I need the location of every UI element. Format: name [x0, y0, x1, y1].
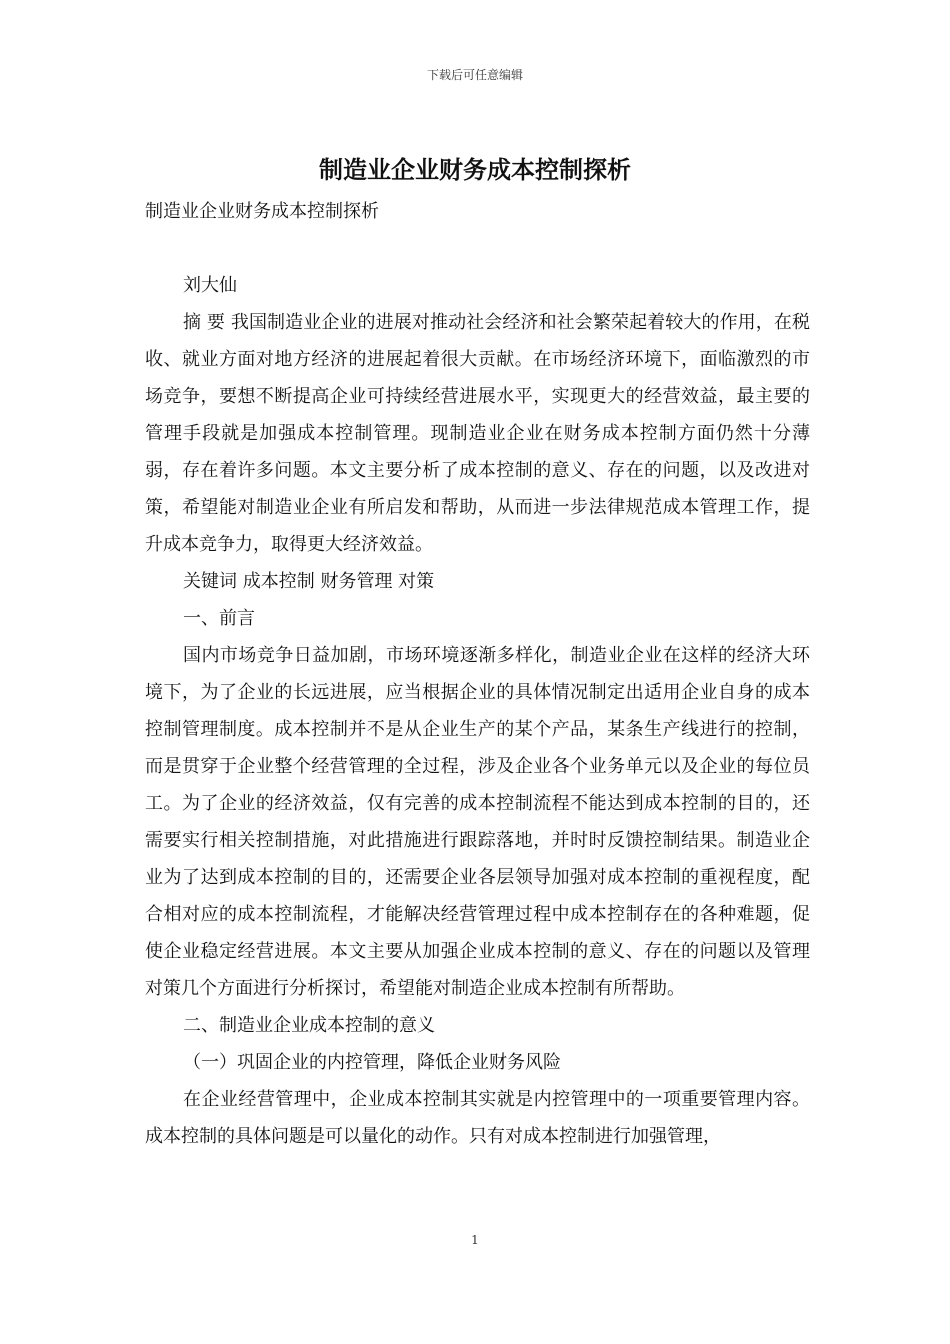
keywords-line: 关键词 成本控制 财务管理 对策	[183, 571, 435, 592]
document-body	[145, 193, 810, 1155]
abstract-paragraph: 摘 要 我国制造业企业的进展对推动社会经济和社会繁荣起着较大的作用，在税收、就业方面对地方经济的进展起着很大贡献。在市场经济环境下，面临激烈的市场竞争，要想不断提高企业可持续经营进展水平，实现更大的经营效益，最主要的管理手段就是加强成本控制管理。现制造业企业在财务成本控制方面仍然十分薄弱，存在着许多问题。本文主要分析了成本控制的意义、存在的问题，以及改进对策，希望能对制造业企业有所启发和帮助，从而进一步法律规范成本管理工作，提升成本竞争力，取得更大经济效益。	[145, 312, 810, 555]
author-name: 刘大仙	[183, 275, 237, 296]
document-subtitle: 制造业企业财务成本控制探析	[145, 201, 379, 222]
preface-paragraph: 国内市场竞争日益加剧，市场环境逐渐多样化，制造业企业在这样的经济大环境下，为了企业的长远进展，应当根据企业的具体情况制定出适用企业自身的成本控制管理制度。成本控制并不是从企业生产的某个产品，某条生产线进行的控制，而是贯穿于企业整个经营管理的全过程，涉及企业各个业务单元以及企业的每位员工。为了企业的经济效益，仅有完善的成本控制流程不能达到成本控制的目的，还需要实行相关控制措施，对此措施进行跟踪落地，并时时反馈控制结果。制造业企业为了达到成本控制的目的，还需要企业各层领导加强对成本控制的重视程度，配合相对应的成本控制流程，才能解决经营管理过程中成本控制存在的各种难题，促使企业稳定经营进展。本文主要从加强企业成本控制的意义、存在的问题以及管理对策几个方面进行分析探讨，希望能对制造企业成本控制有所帮助。	[145, 645, 810, 999]
document-title: 制造业企业财务成本控制探析	[319, 156, 631, 184]
section-heading-preface: 一、前言	[183, 608, 255, 629]
page-number: 1	[471, 1233, 479, 1247]
header-note: 下载后可任意编辑	[426, 68, 523, 82]
subsection-heading-internal-control: （一）巩固企业的内控管理，降低企业财务风险	[183, 1052, 561, 1073]
internal-control-paragraph: 在企业经营管理中，企业成本控制其实就是内控管理中的一项重要管理内容。成本控制的具体问题是可以量化的动作。只有对成本控制进行加强管理，	[145, 1089, 810, 1147]
blank-line	[145, 230, 810, 267]
section-heading-significance: 二、制造业企业成本控制的意义	[183, 1015, 435, 1036]
